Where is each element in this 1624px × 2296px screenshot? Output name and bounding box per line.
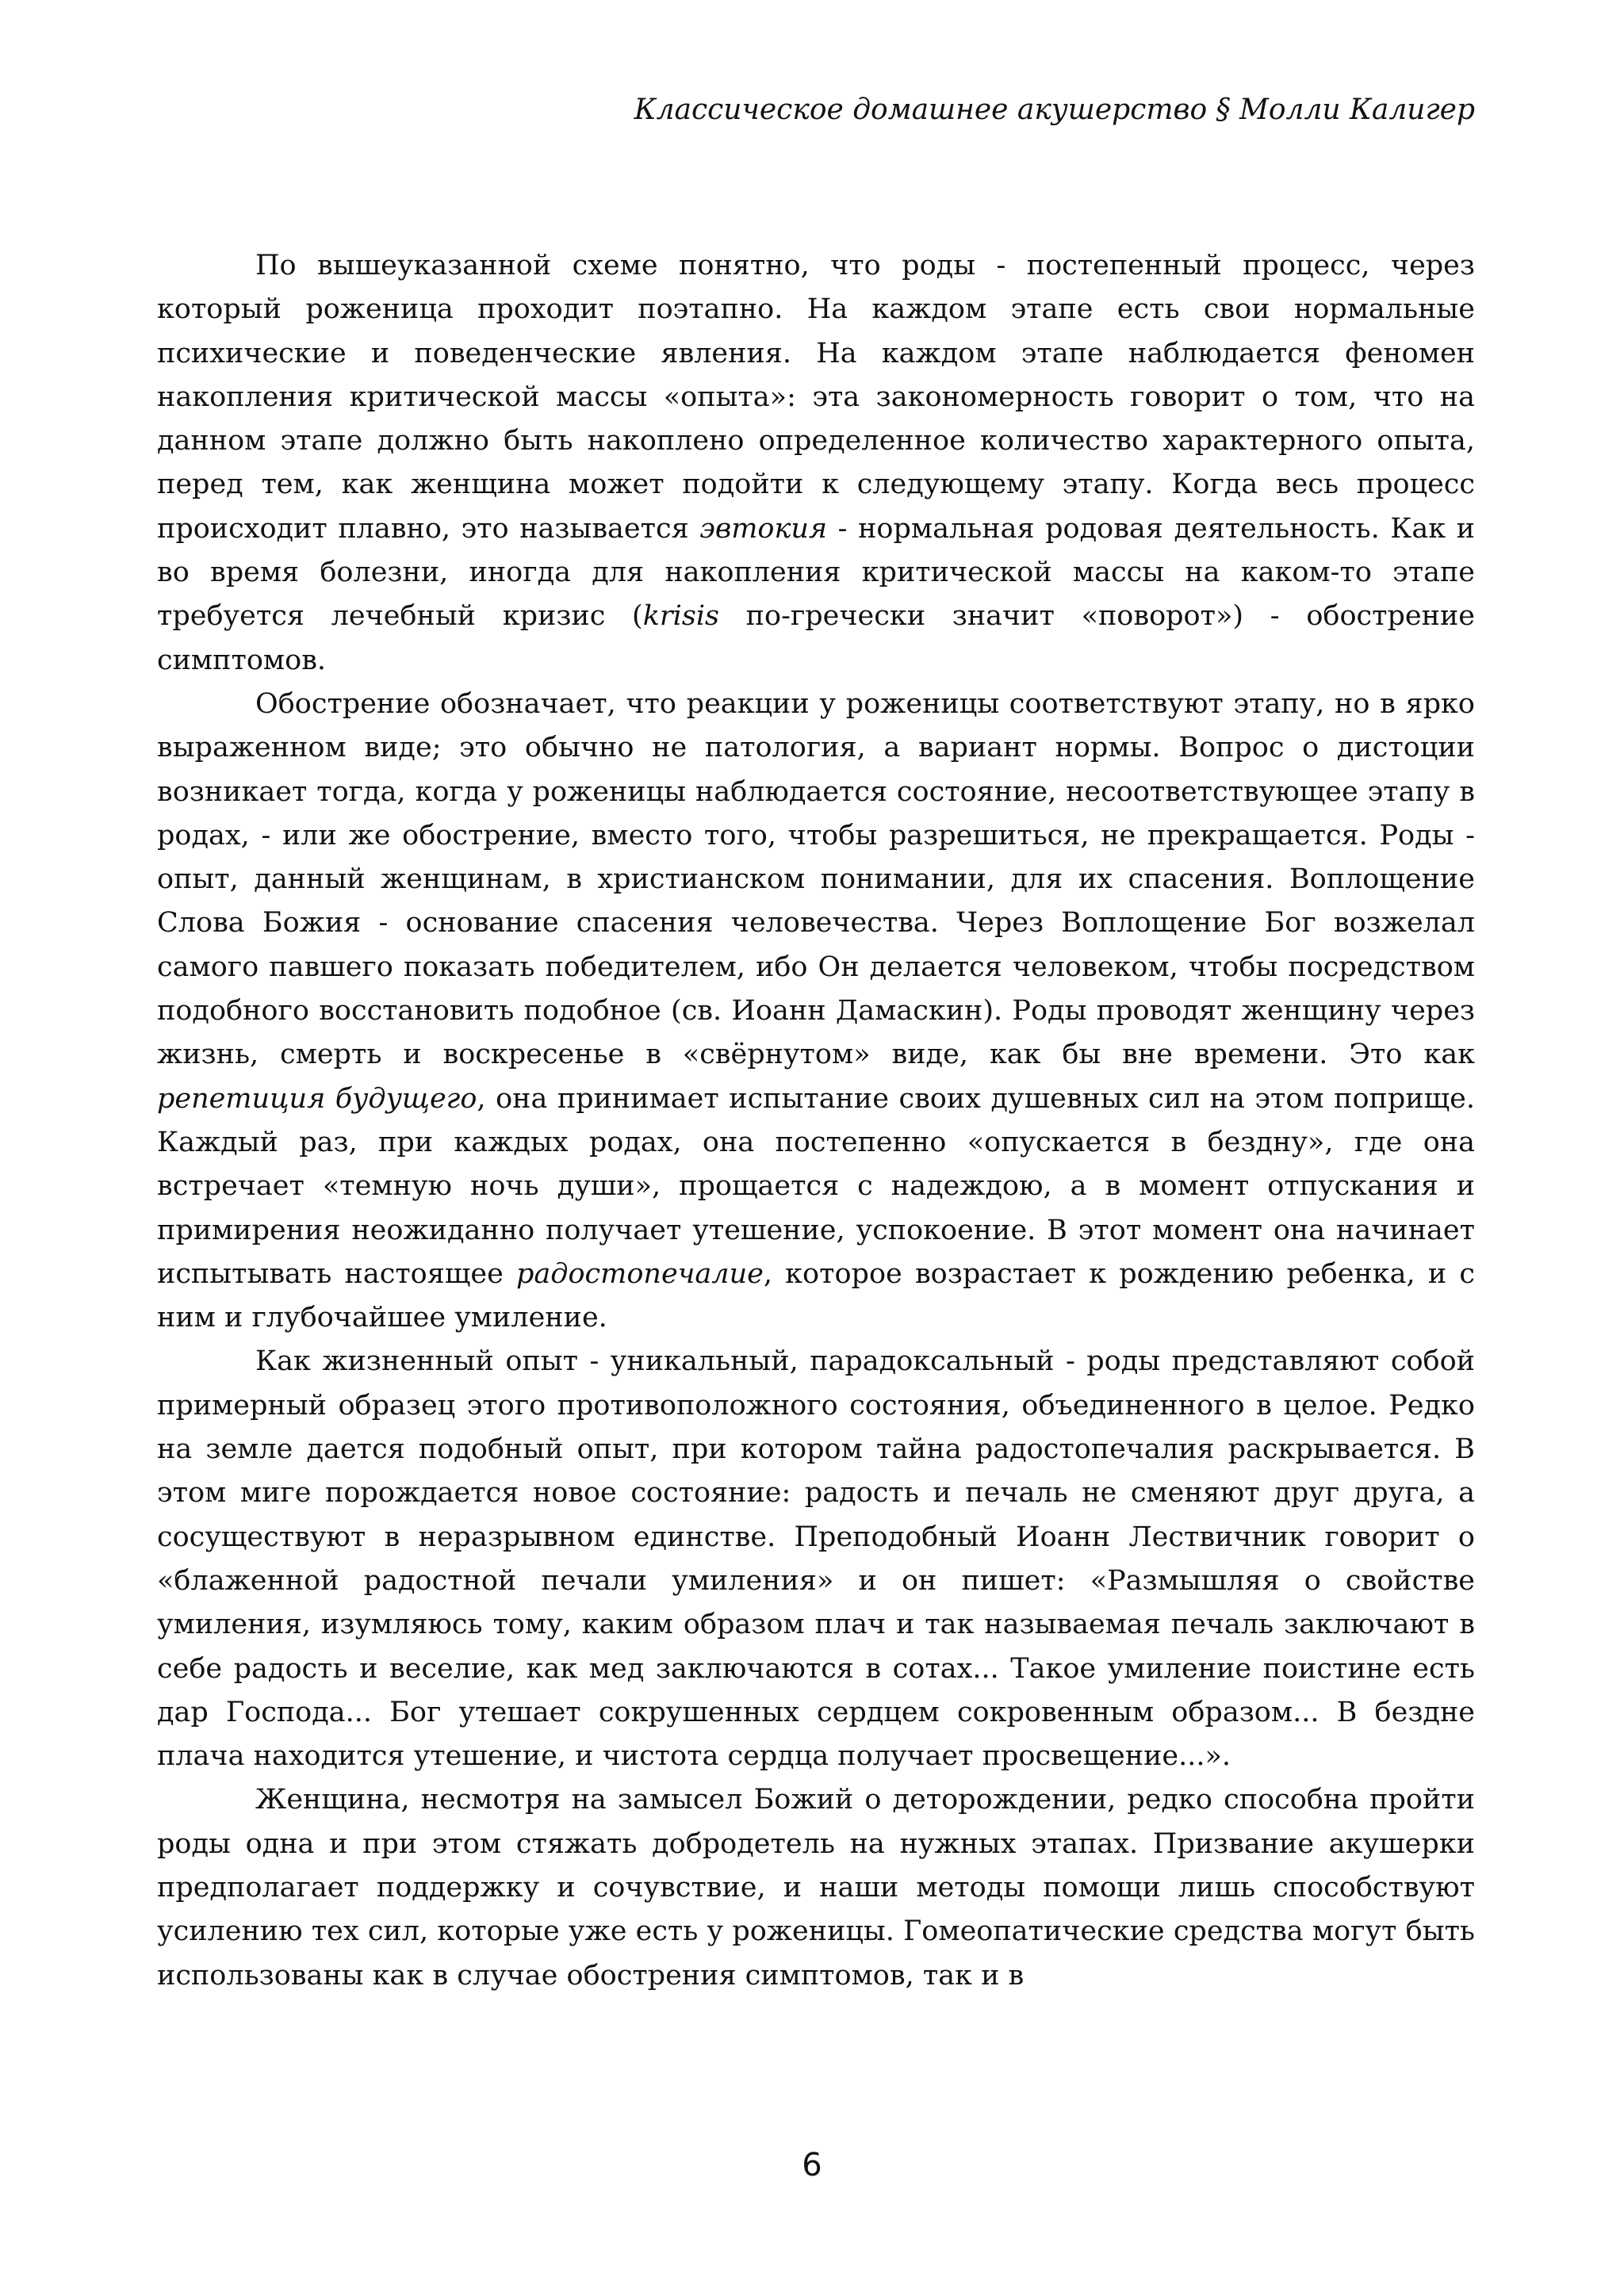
paragraph-1-italic-term-1: эвтокия — [699, 512, 828, 545]
paragraph-2-text-b: , она принимает испытание своих душевных сил на этом поприще. Каждый раз, при каждых родах, она постепенно «опускается в бездну», где она встречает «темную ночь души», прощается с надеждою, а в момент отпускания и примирения неожиданно получает утешение, успокоение. В этот момент она начинает испытывать настоящее — [157, 1082, 1475, 1290]
paragraph-3: Как жизненный опыт - уникальный, парадоксальный - роды представляют собой примерный образец этого противоположного состояния, объединенного в целое. Редко на земле дается подобный опыт, при котором тайна радостопечалия раскрывается. В этом миге порождается новое состояние: радость и печаль не сменяют друг друга, а сосуществуют в неразрывном единстве. Преподобный Иоанн Лествичник говорит о «блаженной радостной печали умиления» и он пишет: «Размышляя о свойстве умиления, изумляюсь тому, каким образом плач и так называемая печаль заключают в себе радость и веселие, как мед заключаются в сотах... Такое умиление поистине есть дар Господа... Бог утешает сокрушенных сердцем сокровенным образом... В бездне плача находится утешение, и чистота сердца получает просвещение...». — [157, 1345, 1475, 1773]
paragraph-2-italic-term-1: репетиция будущего — [157, 1082, 477, 1115]
paragraph-2-italic-term-2: радостопечалие — [516, 1257, 764, 1290]
paragraph-1-text-b: - нормальная родовая деятельность. Как и во время болезни, иногда для накопления критической массы на каком-то этапе требуется лечебный кризис ( — [157, 512, 1475, 633]
paragraph-1-text-a: По вышеуказанной схеме понятно, что роды - постепенный процесс, через который роженица проходит поэтапно. На каждом этапе есть свои нормальные психические и поведенческие явления. На каждом этапе наблюдается феномен накопления критической массы «опыта»: эта закономерность говорит о том, что на данном этапе должно быть накоплено определенное количество характерного опыта, перед тем, как женщина может подойти к следующему этапу. Когда весь процесс происходит плавно, это называется — [157, 250, 1475, 545]
paragraph-2 — [157, 683, 1475, 1340]
page-number: 6 — [802, 2147, 822, 2183]
paragraph-2-text-c: , которое возрастает к рождению ребенка, и с ним и глубочайшее умиление. — [157, 1257, 1475, 1334]
paragraph-1 — [157, 244, 1475, 683]
paragraph-1-text-c: по-гречески значит «поворот») - обострение симптомов. — [157, 600, 1475, 676]
paragraph-2-text-a: Обострение обозначает, что реакции у роженицы соответствуют этапу, но в ярко выраженном виде; это обычно не патология, а вариант нормы. Вопрос о дистоции возникает тогда, когда у роженицы наблюдается состояние, несоответствующее этапу в родах, - или же обострение, вместо того, чтобы разрешиться, не прекращается. Роды - опыт, данный женщинам, в христианском понимании, для их спасения. Воплощение Слова Божия - основание спасения человечества. Через Воплощение Бог возжелал самого павшего показать победителем, ибо Он делается человеком, чтобы посредством подобного восстановить подобное (св. Иоанн Дамаскин). Роды проводят женщину через жизнь, смерть и воскресенье в «свёрнутом» виде, как бы вне времени. Это как — [157, 687, 1475, 1071]
paragraph-4: Женщина, несмотря на замысел Божий о деторождении, редко способна пройти роды одна и при этом стяжать добродетель на нужных этапах. Призвание акушерки предполагает поддержку и сочувствие, и наши методы помощи лишь способствуют усилению тех сил, которые уже есть у роженицы. Гомеопатические средства могут быть использованы как в случае обострения симптомов, так и в — [157, 1784, 1475, 1992]
running-header: Классическое домашнее акушерство § Молли Калигер — [634, 94, 1475, 126]
paragraph-1-italic-term-2: krisis — [642, 600, 719, 633]
body-text — [157, 244, 1475, 1998]
